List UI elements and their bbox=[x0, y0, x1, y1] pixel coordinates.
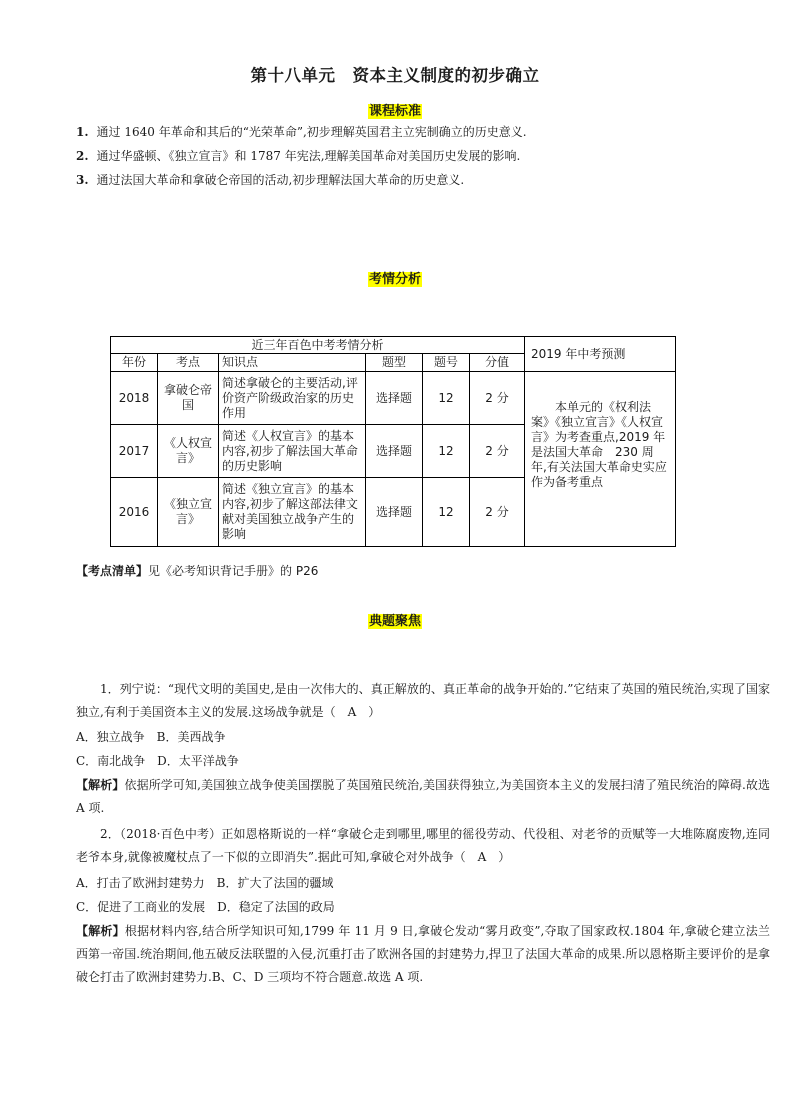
standards-heading: 课程标准 bbox=[368, 104, 421, 119]
header-knowledge: 知识点 bbox=[219, 354, 366, 372]
cell-score: 2 分 bbox=[470, 478, 525, 547]
cell-number: 12 bbox=[423, 425, 470, 478]
header-number: 题号 bbox=[423, 354, 470, 372]
table-caption-row bbox=[111, 337, 676, 354]
cell-year: 2017 bbox=[111, 425, 158, 478]
question-2-options-ab: A．打击了欧洲封建势力 B．扩大了法国的疆域 bbox=[76, 876, 334, 890]
table-row bbox=[111, 372, 676, 425]
standard-item: 2. 通过华盛顿、《独立宣言》和 1787 年宪法,理解美国革命对美国历史发展的影响. bbox=[76, 149, 521, 163]
cell-number: 12 bbox=[423, 372, 470, 425]
cell-knowledge: 简述《人权宣言》的基本内容,初步了解法国大革命的历史影响 bbox=[219, 425, 366, 478]
header-point: 考点 bbox=[158, 354, 219, 372]
question-2-stem: 2．（2018·百色中考）正如恩格斯说的一样“拿破仑走到哪里,哪里的徭役劳动、代役租、对老爷的贡赋等一大堆陈腐废物,连同老爷本身,就像被魔杖点了一下似的立即消失”.据此可知,拿破仑对外战争（ A ） bbox=[76, 827, 770, 864]
cell-type: 选择题 bbox=[366, 478, 423, 547]
analysis-heading: 考情分析 bbox=[368, 272, 421, 287]
question-1-stem: 1．列宁说：“现代文明的美国史,是由一次伟大的、真正解放的、真正革命的战争开始的.”它结束了英国的殖民统治,实现了国家独立,有利于美国资本主义的发展.这场战争就是（ A ） bbox=[76, 682, 770, 719]
cell-point: 拿破仑帝国 bbox=[158, 372, 219, 425]
checklist-note: 【考点清单】见《必考知识背记手册》的 P26 bbox=[76, 564, 319, 578]
table-caption: 近三年百色中考考情分析 bbox=[111, 337, 525, 354]
header-type: 题型 bbox=[366, 354, 423, 372]
focus-heading: 典题聚焦 bbox=[368, 614, 421, 629]
standard-item: 3. 通过法国大革命和拿破仑帝国的活动,初步理解法国大革命的历史意义. bbox=[76, 173, 465, 187]
question-1-options-cd: C．南北战争 D．太平洋战争 bbox=[76, 754, 239, 768]
exam-analysis-table bbox=[110, 336, 676, 547]
header-score: 分值 bbox=[470, 354, 525, 372]
cell-number: 12 bbox=[423, 478, 470, 547]
standard-item: 1. 通过 1640 年革命和其后的“光荣革命”,初步理解英国君主立宪制确立的历史意义. bbox=[76, 125, 527, 139]
unit-title: 第十八单元 资本主义制度的初步确立 bbox=[250, 66, 540, 85]
header-year: 年份 bbox=[111, 354, 158, 372]
cell-point: 《人权宣言》 bbox=[158, 425, 219, 478]
prediction-text: 本单元的《权利法案》《独立宣言》《人权宣言》为考查重点,2019 年是法国大革命 230 周年,有关法国大革命史实应作为备考重点 bbox=[531, 400, 667, 489]
cell-score: 2 分 bbox=[470, 372, 525, 425]
prediction-header: 2019 年中考预测 bbox=[525, 337, 676, 372]
cell-knowledge: 简述《独立宣言》的基本内容,初步了解这部法律文献对美国独立战争产生的影响 bbox=[219, 478, 366, 547]
question-2-options-cd: C．促进了工商业的发展 D．稳定了法国的政局 bbox=[76, 900, 335, 914]
cell-score: 2 分 bbox=[470, 425, 525, 478]
cell-year: 2018 bbox=[111, 372, 158, 425]
cell-type: 选择题 bbox=[366, 425, 423, 478]
question-2-analysis: 【解析】根据材料内容,结合所学知识可知,1799 年 11 月 9 日,拿破仑发动“雾月政变”,夺取了国家政权.1804 年,拿破仑建立法兰西第一帝国.统治期间,他五破反法联盟的入侵,沉重打击了欧洲各国的封建势力,捍卫了法国大革命的成果.所以恩格斯主要评价的是拿破仑打击了欧洲封建势力.B、C、D 三项均不符合题意.故选 A 项. bbox=[76, 924, 770, 984]
cell-type: 选择题 bbox=[366, 372, 423, 425]
cell-point: 《独立宣言》 bbox=[158, 478, 219, 547]
question-1-options-ab: A．独立战争 B．美西战争 bbox=[76, 730, 226, 744]
question-1-analysis: 【解析】依据所学可知,美国独立战争使美国摆脱了英国殖民统治,美国获得独立,为美国资本主义的发展扫清了殖民统治的障碍.故选 A 项. bbox=[76, 778, 770, 815]
cell-knowledge: 简述拿破仑的主要活动,评价资产阶级政治家的历史作用 bbox=[219, 372, 366, 425]
prediction-cell bbox=[525, 372, 676, 547]
cell-year: 2016 bbox=[111, 478, 158, 547]
